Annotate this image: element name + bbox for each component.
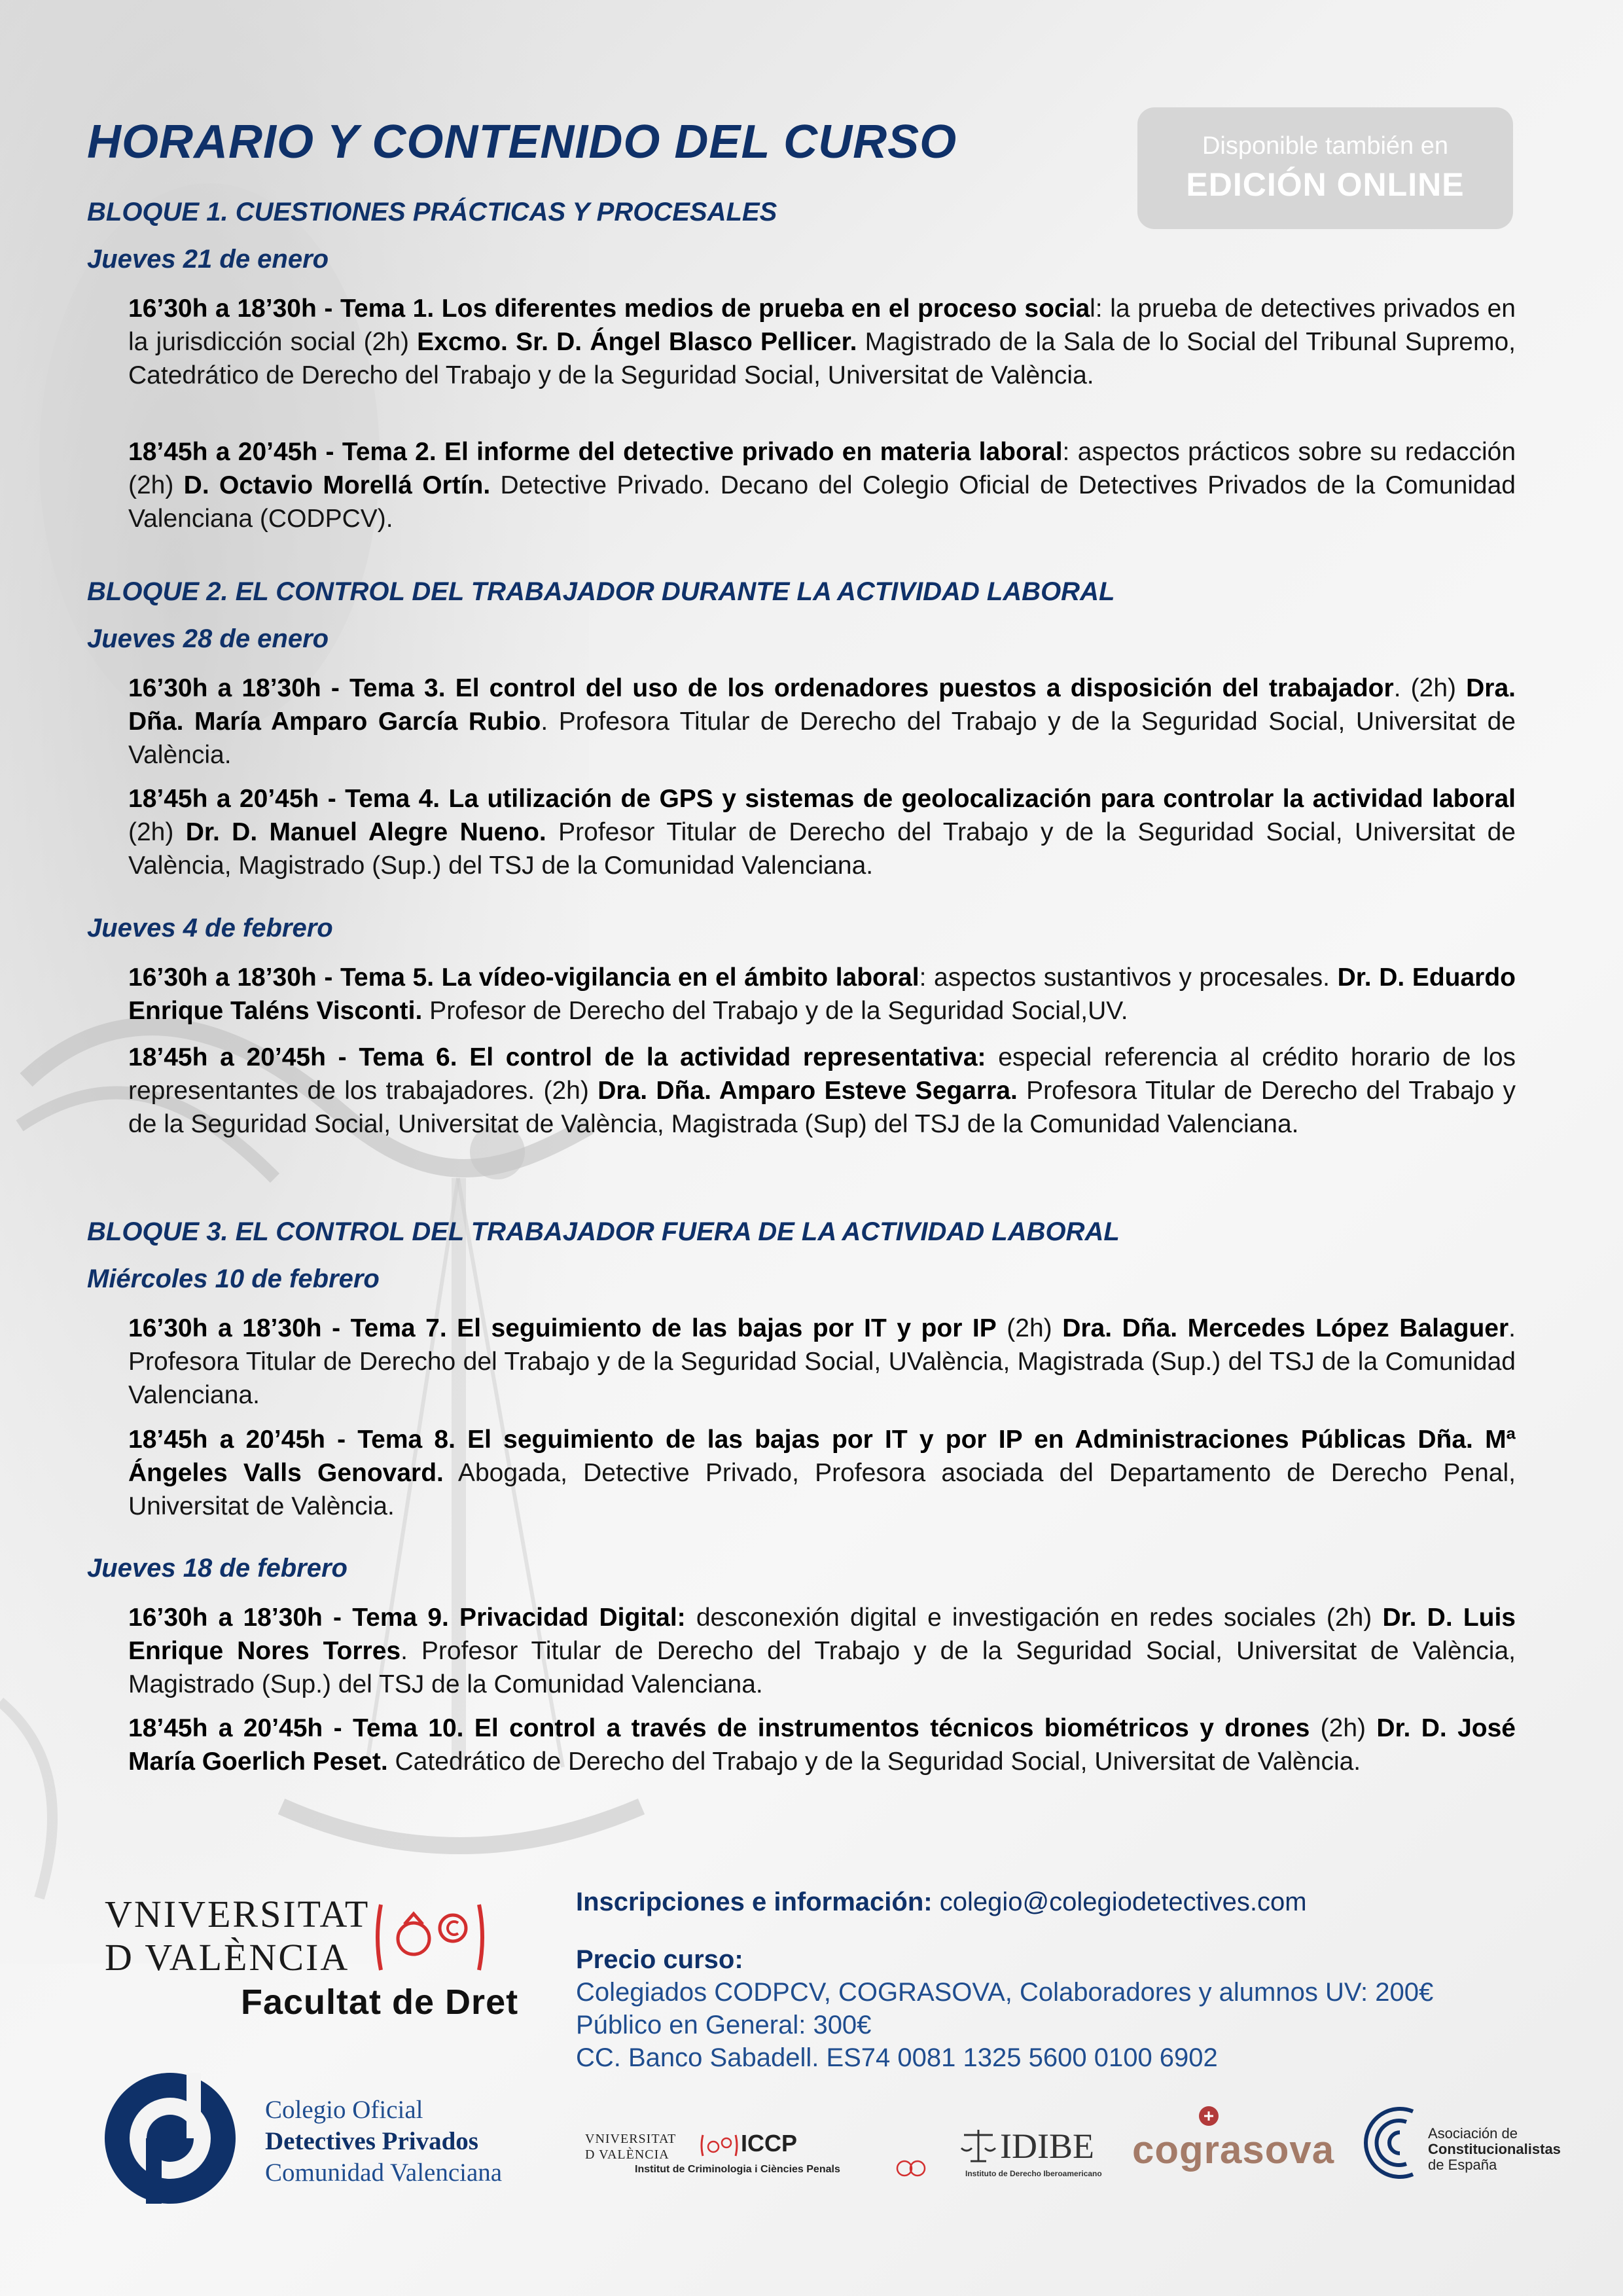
uv-logo-line1: VNIVERSITAT	[105, 1893, 370, 1935]
badge-line1: Disponible también en	[1202, 132, 1448, 160]
session-desc: Profesor de Derecho del Trabajo y de la Seguridad Social,UV.	[422, 997, 1128, 1025]
session-title: 16’30h a 18’30h - Tema 7. El seguimiento de las bajas por IT y por IP	[128, 1314, 997, 1342]
uv-small-logo	[585, 2131, 676, 2162]
day-date: Jueves 4 de febrero	[87, 914, 333, 942]
session-desc: : aspectos prácticos sobre su redacción (2h)	[128, 438, 1516, 499]
idibe-subtitle: Instituto de Derecho Iberoamericano	[965, 2169, 1102, 2178]
session-title: 18’45h a 20’45h - Tema 8. El seguimiento de las bajas por IT y por IP en Administraciones Públicas	[128, 1426, 1406, 1454]
session-desc: . Profesor Titular de Derecho del Trabajo y de la Seguridad Social, Universitat de València, Magistrado (Sup.) del TSJ de la Comunidad Valenciana.	[128, 1637, 1516, 1698]
acce-line1: Asociación de	[1428, 2125, 1518, 2142]
day-date: Jueves 18 de febrero	[87, 1554, 348, 1583]
price-line-3: CC. Banco Sabadell. ES74 0081 1325 5600 0100 6902	[576, 2043, 1218, 2072]
uv-small-line1: VNIVERSITAT	[585, 2132, 677, 2146]
session-speaker: Excmo. Sr. D. Ángel Blasco Pellicer.	[417, 328, 857, 356]
uv-small-line2: D VALÈNCIA	[585, 2147, 669, 2162]
session-speaker: Dr. D. Manuel Alegre Nueno.	[185, 818, 546, 846]
uv-seal-icon	[374, 1898, 486, 1977]
session-speaker: Dra. Dña. Amparo Esteve Segarra.	[597, 1077, 1018, 1105]
session-desc: (2h)	[1310, 1714, 1377, 1742]
online-edition-badge	[1137, 107, 1513, 229]
session-title: 18’45h a 20’45h - Tema 4. La utilización de GPS y sistemas de geolocalización para controlar la actividad laboral	[128, 785, 1516, 813]
price-line-1: Colegiados CODPCV, COGRASOVA, Colaboradores y alumnos UV: 200€	[576, 1978, 1434, 2007]
partner-logos	[576, 2101, 1561, 2199]
codpcv-line2: Detectives Privados	[265, 2127, 478, 2155]
facultat-de-dret: Facultat de Dret	[241, 1982, 519, 2022]
acce-line2: Constitucionalistas	[1428, 2141, 1561, 2157]
session-tema-8	[128, 1423, 1516, 1523]
session-title: 18’45h a 20’45h - Tema 6. El control de la actividad representativa:	[128, 1043, 986, 1071]
bloque-1-title: BLOQUE 1. CUESTIONES PRÁCTICAS Y PROCESALES	[87, 198, 777, 226]
session-desc: : aspectos sustantivos y procesales.	[919, 963, 1338, 992]
iccp-logo: ICCP	[741, 2130, 798, 2157]
session-desc: l: la prueba de detectives privados en la jurisdicción social (2h)	[128, 295, 1516, 356]
session-tema-5	[128, 961, 1516, 1028]
idibe-scale-icon	[959, 2126, 998, 2165]
session-desc: especial referencia al crédito horario de los representantes de los trabajadores. (2h)	[128, 1043, 1516, 1105]
price-label	[576, 1945, 743, 1975]
session-speaker: Dra. Dña. María Amparo García Rubio	[128, 674, 1516, 736]
session-tema-1	[128, 292, 1516, 392]
session-desc: (2h)	[128, 818, 186, 846]
uv-small-seal-icon	[700, 2132, 738, 2159]
session-speaker: Dr. D. Eduardo Enrique Taléns Visconti.	[128, 963, 1516, 1025]
codpcv-line1: Colegio Oficial	[265, 2096, 423, 2124]
session-tema-7	[128, 1312, 1516, 1412]
inscription-info	[576, 1888, 1307, 1917]
day-date: Miércoles 10 de febrero	[87, 1265, 380, 1293]
session-title: 18’45h a 20’45h - Tema 2. El informe del detective privado en materia laboral	[128, 438, 1063, 466]
session-speaker: Dña. Mª Ángeles Valls Genovard.	[128, 1426, 1516, 1487]
inscription-email[interactable]: colegio@colegiodetectives.com	[939, 1888, 1307, 1916]
session-desc: Abogada, Detective Privado, Profesora asociada del Departamento de Derecho Penal, Universitat de València.	[128, 1459, 1516, 1520]
codpcv-line3: Comunidad Valenciana	[265, 2159, 503, 2187]
session-speaker: Dra. Dña. Mercedes López Balaguer	[1062, 1314, 1509, 1342]
day-date: Jueves 21 de enero	[87, 245, 329, 274]
session-tema-2	[128, 435, 1516, 535]
session-title: 16’30h a 18’30h - Tema 3. El control del uso de los ordenadores puestos a disposición del trabajador	[128, 674, 1394, 702]
session-speaker: Dr. D. Luis Enrique Nores Torres	[128, 1604, 1516, 1665]
session-desc: desconexión digital e investigación en redes sociales (2h)	[685, 1604, 1383, 1632]
session-desc: Profesor Titular de Derecho del Trabajo y de la Seguridad Social, Universitat de València, Magistrado (Sup.) del TSJ de la Comunidad Valenciana.	[128, 818, 1516, 880]
idibe-logo: IDIBE	[1000, 2126, 1094, 2166]
session-desc: . (2h)	[1393, 674, 1467, 702]
price-line-2: Público en General: 300€	[576, 2011, 872, 2039]
session-speaker: Dr. D. José María Goerlich Peset.	[128, 1714, 1516, 1776]
page-title: HORARIO Y CONTENIDO DEL CURSO	[87, 116, 957, 168]
session-desc: Profesora Titular de Derecho del Trabajo y de la Seguridad Social, Universitat de València, Magistrada (Sup) del TSJ de la Comunidad Valenciana.	[128, 1077, 1516, 1138]
inscription-label: Inscripciones e información:	[576, 1888, 933, 1916]
session-speaker: D. Octavio Morellá Ortín.	[183, 471, 491, 499]
session-desc: Catedrático de Derecho del Trabajo y de la Seguridad Social, Universitat de València.	[387, 1748, 1361, 1776]
session-desc: . Profesora Titular de Derecho del Trabajo y de la Seguridad Social, UValència, Magistrada (Sup.) del TSJ de la Comunidad Valenciana.	[128, 1314, 1516, 1409]
acce-line3: de España	[1428, 2157, 1497, 2173]
session-desc	[1406, 1426, 1418, 1454]
session-desc: . Profesora Titular de Derecho del Trabajo y de la Seguridad Social, Universitat de València.	[128, 708, 1516, 769]
codpcv-logo-text	[265, 2094, 502, 2189]
uv-logo	[105, 1893, 370, 1979]
session-title: 16’30h a 18’30h - Tema 5. La vídeo-vigilancia en el ámbito laboral	[128, 963, 919, 992]
badge-line2: EDICIÓN ONLINE	[1186, 166, 1465, 203]
session-desc: Detective Privado. Decano del Colegio Oficial de Detectives Privados de la Comunidad Valenciana (CODPCV).	[128, 471, 1516, 533]
session-tema-9	[128, 1601, 1516, 1701]
session-desc: Magistrado de la Sala de lo Social del Tribunal Supremo, Catedrático de Derecho del Trabajo y de la Seguridad Social, Universitat de València.	[128, 328, 1516, 389]
bloque-3-title: BLOQUE 3. EL CONTROL DEL TRABAJADOR FUERA DE LA ACTIVIDAD LABORAL	[87, 1217, 1120, 1246]
session-tema-6	[128, 1041, 1516, 1141]
iccp-subtitle: Institut de Criminologia i Ciències Penals	[635, 2164, 840, 2175]
session-title: 18’45h a 20’45h - Tema 10. El control a través de instrumentos técnicos biométricos y drones	[128, 1714, 1310, 1742]
cograsova-logo: cograsova	[1132, 2128, 1335, 2172]
price-label-text: Precio curso:	[576, 1945, 743, 1974]
uv-logo-line2: D VALÈNCIA	[105, 1936, 350, 1979]
session-tema-10	[128, 1712, 1516, 1778]
session-desc: (2h)	[996, 1314, 1063, 1342]
bloque-2-title: BLOQUE 2. EL CONTROL DEL TRABAJADOR DURANTE LA ACTIVIDAD LABORAL	[87, 577, 1115, 606]
session-title: 16’30h a 18’30h - Tema 9. Privacidad Digital:	[128, 1604, 686, 1632]
acce-logo-icon	[1358, 2104, 1423, 2182]
session-tema-4	[128, 782, 1516, 882]
codpcv-logo-icon	[101, 2070, 239, 2207]
acce-logo-text	[1428, 2126, 1561, 2173]
session-tema-3	[128, 672, 1516, 772]
session-title: 16’30h a 18’30h - Tema 1. Los diferentes medios de prueba en el proceso socia	[128, 295, 1090, 323]
iccp-anniversary-icon	[894, 2159, 927, 2178]
cograsova-emblem-icon	[1198, 2105, 1220, 2127]
day-date: Jueves 28 de enero	[87, 624, 329, 653]
